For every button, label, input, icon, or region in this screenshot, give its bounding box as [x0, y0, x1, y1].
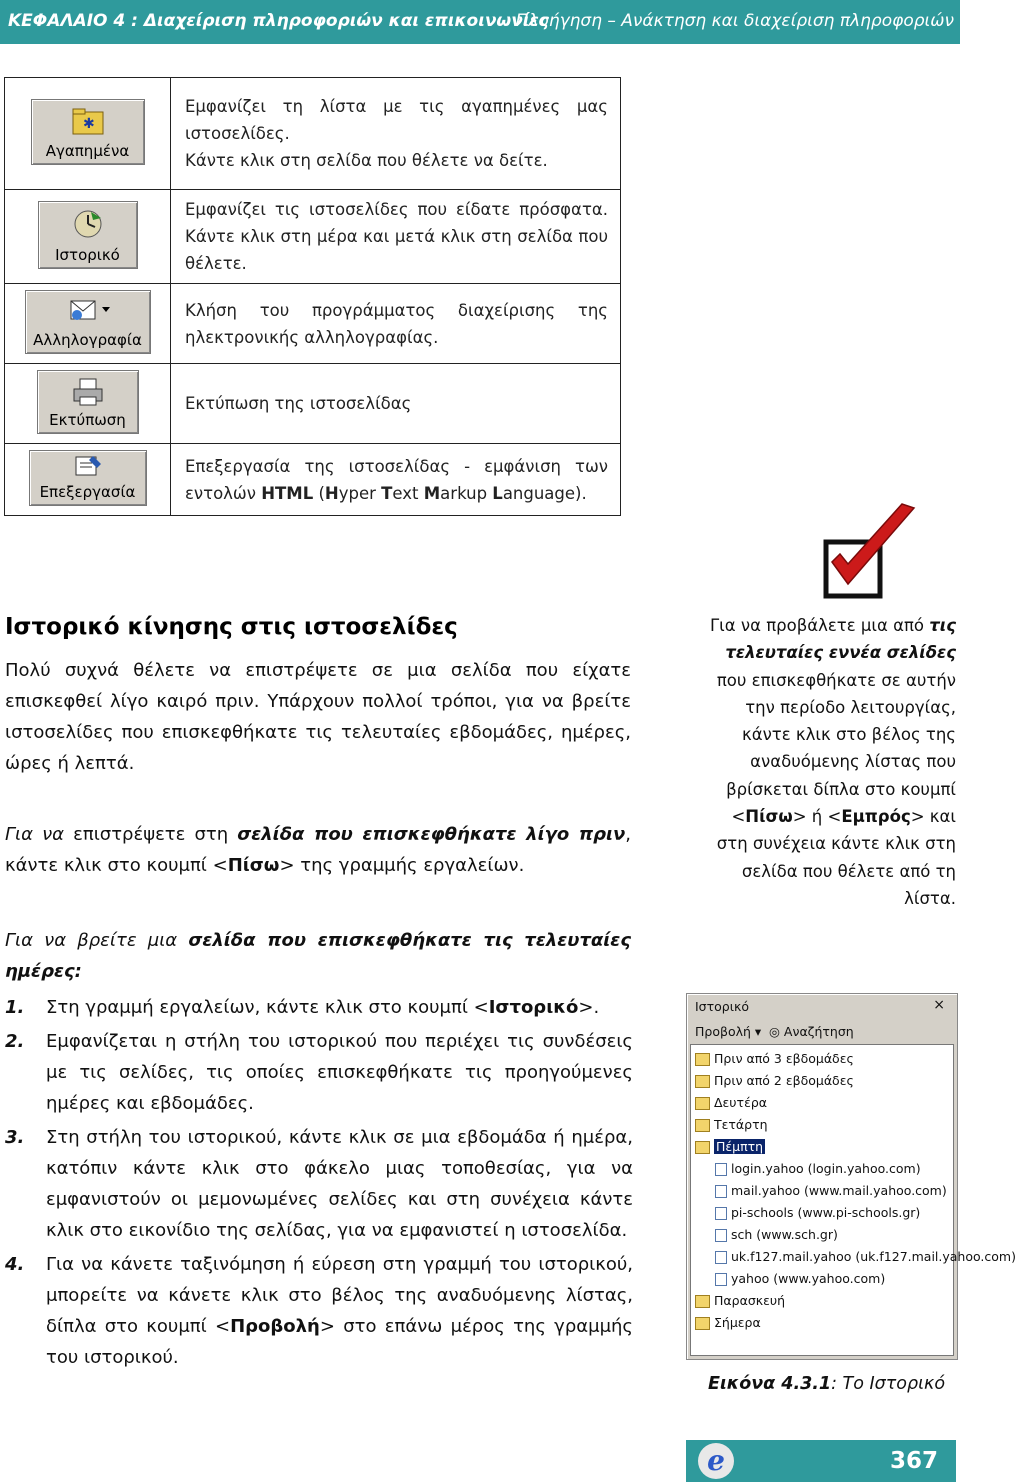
- section-title: Πλοήγηση – Ανάκτηση και διαχείριση πληροφοριών: [515, 11, 954, 31]
- mail-cell: [5, 284, 171, 364]
- history-button: Ιστορικό: [38, 201, 138, 269]
- page-footer: [686, 1440, 956, 1482]
- edit-icon: [73, 454, 103, 478]
- folder-icon: [695, 1295, 710, 1308]
- history-item[interactable]: Τετάρτη: [695, 1117, 768, 1135]
- history-list: [690, 1044, 1016, 1356]
- folder-icon: [695, 1053, 710, 1066]
- history-page[interactable]: login.yahoo (login.yahoo.com): [715, 1161, 921, 1179]
- history-item[interactable]: Δευτέρα: [695, 1095, 767, 1113]
- view-button[interactable]: Προβολή ▾: [695, 1024, 762, 1039]
- step-1: 1. Στη γραμμή εργαλείων, κάντε κλικ στο κουμπί <Ιστορικό>.: [5, 997, 600, 1018]
- edit-description: Επεξεργασία της ιστοσελίδας - εμφάνιση των εντολών HTML (Hyper Text Markup Language).: [171, 444, 621, 516]
- favorites-cell: [5, 78, 171, 190]
- history-clock-icon: [71, 208, 105, 240]
- page-icon: [715, 1251, 727, 1264]
- intro-paragraph: Πολύ συχνά θέλετε να επιστρέψετε σε μια σελίδα που είχατε επισκεφθεί λίγο καιρό πριν. Υπάρχουν πολλοί τρόποι, για να βρείτε ιστοσελίδες που επισκεφθήκατε τις τελευταίες εβδομάδες, ημέρες, ώρες ή λεπτά.: [5, 660, 631, 774]
- search-button[interactable]: ◎ Αναζήτηση: [769, 1024, 854, 1039]
- history-item-selected[interactable]: Πέμπτη: [695, 1139, 765, 1157]
- open-folder-icon: [695, 1141, 710, 1154]
- page-icon: [715, 1163, 727, 1176]
- history-description: Εμφανίζει τις ιστοσελίδες που είδατε πρόσφατα. Κάντε κλικ στη μέρα και μετά κλικ στη σελίδα που θέλετε.: [171, 190, 621, 284]
- edit-cell: [5, 444, 171, 516]
- mail-button: Αλληλογραφία: [25, 290, 151, 354]
- page-number: 367: [889, 1448, 938, 1474]
- folder-icon: [695, 1119, 710, 1132]
- folder-icon: [695, 1097, 710, 1110]
- page-icon: [715, 1207, 727, 1220]
- checkmark-icon: [822, 502, 918, 600]
- figure-caption: Εικόνα 4.3.1: Το Ιστορικό: [708, 1374, 946, 1394]
- find-heading: Για να βρείτε μια σελίδα που επισκεφθήκατε τις τελευταίες ημέρες:: [5, 930, 631, 982]
- history-page[interactable]: mail.yahoo (www.mail.yahoo.com): [715, 1183, 947, 1201]
- folder-icon: [695, 1075, 710, 1088]
- history-page[interactable]: sch (www.sch.gr): [715, 1227, 838, 1245]
- page-icon: [715, 1229, 727, 1242]
- internet-explorer-icon: e: [698, 1443, 734, 1479]
- history-item[interactable]: Παρασκευή: [695, 1293, 785, 1311]
- history-page[interactable]: uk.f127.mail.yahoo (uk.f127.mail.yahoo.com): [715, 1249, 1016, 1267]
- history-cell: [5, 190, 171, 284]
- favorites-folder-icon: [71, 106, 105, 136]
- mail-description: Κλήση του προγράμματος διαχείρισης της ηλεκτρονικής αλληλογραφίας.: [171, 284, 621, 364]
- history-panel: [686, 993, 1016, 1360]
- history-item[interactable]: Σήμερα: [695, 1315, 761, 1333]
- steps-list: [5, 992, 633, 1376]
- history-item[interactable]: Πριν από 2 εβδομάδες: [695, 1073, 854, 1091]
- history-item[interactable]: Πριν από 3 εβδομάδες: [695, 1051, 854, 1069]
- page-icon: [715, 1273, 727, 1286]
- close-icon[interactable]: ×: [933, 997, 945, 1013]
- print-cell: [5, 364, 171, 444]
- step-3: 3. Στη στήλη του ιστορικού, κάντε κλικ σε μια εβδομάδα ή ημέρα, κατόπιν κάντε κλικ στο φάκελο μιας τοποθεσίας, για να εμφανιστούν οι μεμονωμένες σελίδες και στη συνέχεια κάντε κλικ στο εικονίδιο της σελίδας, για να εμφανιστεί η ιστοσελίδα.: [5, 1127, 633, 1241]
- back-paragraph: Για να επιστρέψετε στη σελίδα που επισκεφθήκατε λίγο πριν, κάντε κλικ στο κουμπί <Πίσω> της γραμμής εργαλείων.: [5, 824, 631, 876]
- page-icon: [715, 1185, 727, 1198]
- printer-icon: [71, 377, 105, 407]
- chapter-header: [0, 0, 960, 44]
- search-icon: ◎: [769, 1024, 780, 1039]
- edit-button: Επεξεργασία: [29, 450, 147, 506]
- favorites-button: ✱ Αγαπημένα: [31, 99, 145, 165]
- chapter-title: ΚΕΦΑΛΑΙΟ 4 : Διαχείριση πληροφοριών και επικοινωνίες: [8, 11, 549, 31]
- folder-icon: [695, 1317, 710, 1330]
- mail-icon: [65, 297, 111, 325]
- step-4: 4. Για να κάνετε ταξινόμηση ή εύρεση στη γραμμή του ιστορικού, μπορείτε να κάνετε κλικ στο βέλος της αναδυόμενης λίστας, δίπλα στο κουμπί <Προβολή> στο επάνω μέρος της γραμμής του ιστορικού.: [5, 1254, 633, 1368]
- svg-text:✱: ✱: [82, 115, 95, 132]
- history-panel-title: Ιστορικό: [695, 999, 749, 1014]
- history-page[interactable]: pi-schools (www.pi-schools.gr): [715, 1205, 920, 1223]
- print-description: Εκτύπωση της ιστοσελίδας: [171, 364, 621, 444]
- toolbar-buttons-table: [4, 77, 621, 516]
- history-page[interactable]: yahoo (www.yahoo.com): [715, 1271, 885, 1289]
- sidebar-note: Για να προβάλετε μια από τις τελευταίες εννέα σελίδες που επισκεφθήκατε σε αυτήν την περίοδο λειτουργίας, κάντε κλικ στο βέλος της αναδυόμενης λίστας που βρίσκεται δίπλα στο κουμπί <Πίσω> ή <Εμπρός> και στη συνέχεια κάντε κλικ στη σελίδα που θέλετε από τη λίστα.: [709, 616, 956, 908]
- step-2: 2. Εμφανίζεται η στήλη του ιστορικού που περιέχει τις συνδέσεις με τις σελίδες, τις οποίες επισκεφθήκατε τις προηγούμενες ημέρες και εβδομάδες.: [5, 1031, 633, 1114]
- favorites-description: Εμφανίζει τη λίστα με τις αγαπημένες μας ιστοσελίδες. Κάντε κλικ στη σελίδα που θέλετε να δείτε.: [171, 78, 621, 190]
- section-heading: Ιστορικό κίνησης στις ιστοσελίδες: [5, 614, 458, 640]
- print-button: Εκτύπωση: [37, 370, 139, 434]
